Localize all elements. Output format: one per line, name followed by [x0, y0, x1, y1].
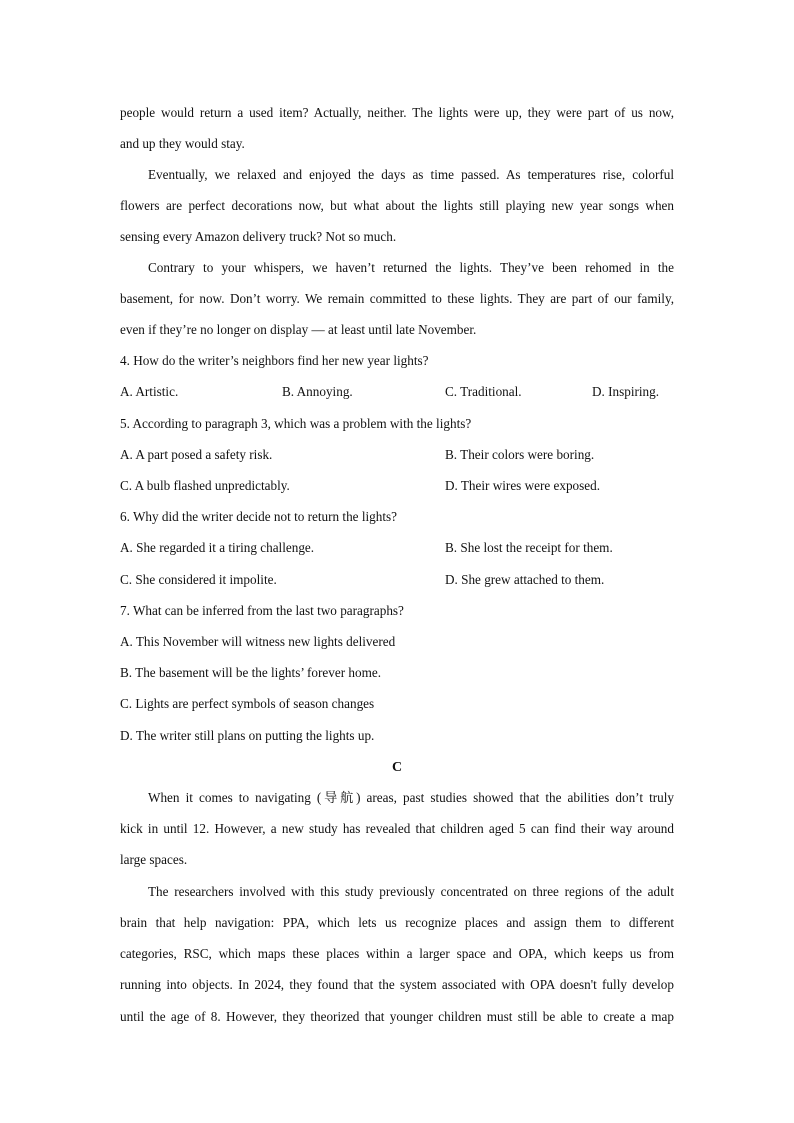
- section-c-p1-line-3: large spaces.: [120, 852, 188, 867]
- question-6-option-d: D. She grew attached to them.: [445, 572, 605, 587]
- section-c-p1-line-1: When it comes to navigating (导航) areas, past studies showed that the abilities don’t truly: [148, 790, 674, 805]
- passage-b-p3-line-1: Contrary to your whispers, we haven’t returned the lights. They’ve been rehomed in the: [148, 260, 674, 275]
- question-7-stem: 7. What can be inferred from the last two paragraphs?: [120, 603, 404, 618]
- question-5-stem: 5. According to paragraph 3, which was a problem with the lights?: [120, 416, 472, 431]
- passage-b-p3-line-2: basement, for now. Don’t worry. We remain committed to these lights. They are part of our family,: [120, 291, 674, 306]
- section-c-p2-line-1: The researchers involved with this study previously concentrated on three regions of the adult: [148, 884, 674, 899]
- passage-b-p1-line-2: and up they would stay.: [120, 136, 245, 151]
- passage-b-p2-line-3: sensing every Amazon delivery truck? Not so much.: [120, 229, 397, 244]
- question-7-option-d: D. The writer still plans on putting the lights up.: [120, 728, 375, 743]
- section-c-heading: C: [391, 760, 403, 775]
- question-5-option-b: B. Their colors were boring.: [445, 447, 595, 462]
- question-5-option-c: C. A bulb flashed unpredictably.: [120, 478, 290, 493]
- question-5-option-d: D. Their wires were exposed.: [445, 478, 601, 493]
- question-4-option-d: D. Inspiring.: [592, 384, 660, 399]
- passage-b-p3-line-3: even if they’re no longer on display — at least until late November.: [120, 322, 477, 337]
- question-7-option-c: C. Lights are perfect symbols of season changes: [120, 696, 375, 711]
- passage-b-p2-line-1: Eventually, we relaxed and enjoyed the days as time passed. As temperatures rise, colorful: [148, 167, 674, 182]
- question-6-option-a: A. She regarded it a tiring challenge.: [120, 540, 315, 555]
- question-4-option-b: B. Annoying.: [282, 384, 353, 399]
- question-4-stem: 4. How do the writer’s neighbors find her new year lights?: [120, 353, 429, 368]
- question-6-option-b: B. She lost the receipt for them.: [445, 540, 613, 555]
- section-c-p2-line-3: categories, RSC, which maps these places within a larger space and OPA, which keeps us from: [120, 946, 674, 961]
- question-7-option-a: A. This November will witness new lights delivered: [120, 634, 396, 649]
- question-4-option-a: A. Artistic.: [120, 384, 179, 399]
- question-7-option-b: B. The basement will be the lights’ forever home.: [120, 665, 381, 680]
- passage-b-p2-line-2: flowers are perfect decorations now, but what about the lights still playing new year songs when: [120, 198, 674, 213]
- question-5-option-a: A. A part posed a safety risk.: [120, 447, 273, 462]
- section-c-p2-line-5: until the age of 8. However, they theorized that younger children must still be able to create a map: [120, 1009, 674, 1024]
- question-4-option-c: C. Traditional.: [445, 384, 522, 399]
- passage-b-p1-line-1: people would return a used item? Actually, neither. The lights were up, they were part of us now,: [120, 105, 674, 120]
- section-c-p2-line-4: running into objects. In 2024, they found that the system associated with OPA doesn't fully develop: [120, 977, 674, 992]
- section-c-p1-line-2: kick in until 12. However, a new study has revealed that children aged 5 can find their way around: [120, 821, 674, 836]
- section-c-p2-line-2: brain that help navigation: PPA, which lets us recognize places and assign them to different: [120, 915, 674, 930]
- question-6-option-c: C. She considered it impolite.: [120, 572, 277, 587]
- question-6-stem: 6. Why did the writer decide not to return the lights?: [120, 509, 397, 524]
